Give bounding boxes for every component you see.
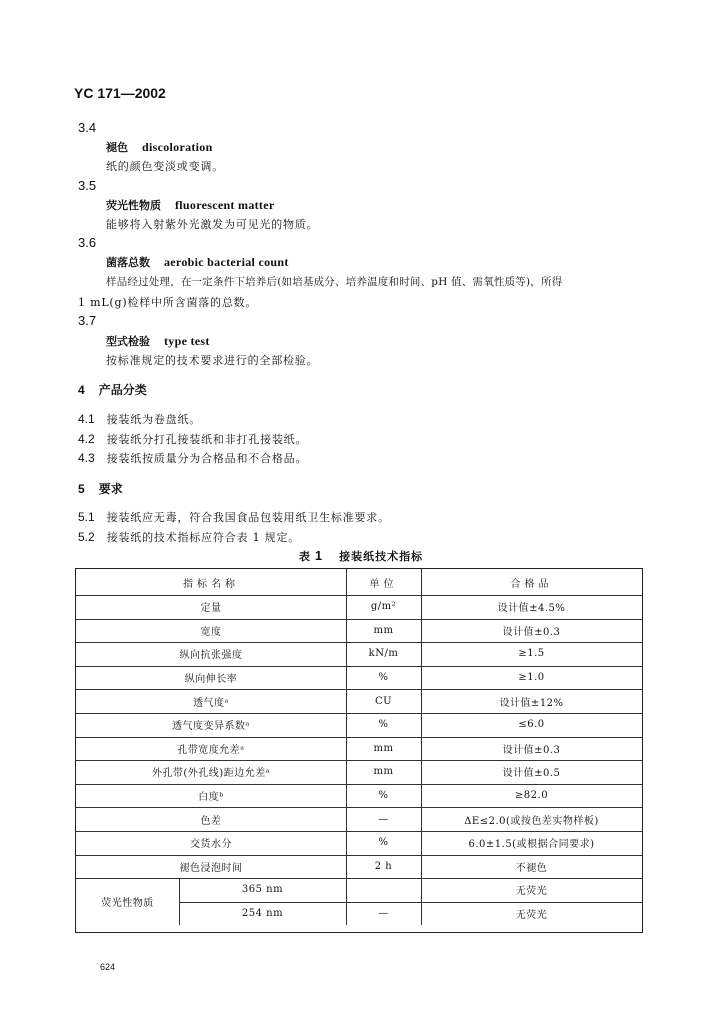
table-cell-name: 孔带宽度允差ᵃ [177,744,245,756]
table-cell-unit: 2 h [374,860,393,872]
table-cell-unit: % [378,790,389,802]
table-cell-unit: % [378,672,389,684]
table-cell-value: ≥82.0 [514,790,549,802]
clause-number: 3.4 [78,120,97,135]
table-cell-unit: % [378,837,389,849]
term-cn: 菌落总数 [106,256,150,269]
table-rule [179,878,180,925]
table-cell-value: 设计值±0.5 [502,768,561,780]
clause-number: 4.1 [78,412,95,426]
term-en: fluorescent matter [175,198,275,212]
table-cell-value: 设计值±12% [499,697,564,709]
table-rule [421,569,422,925]
term-en: discoloration [142,140,213,154]
table-cell-unit: kN/m [368,648,399,660]
table-cell-value: 无荧光 [515,910,548,922]
clause-item [78,529,300,545]
table-cell-name: 荧光性物质 [101,898,154,910]
term-title [106,333,210,349]
term-definition-cont: 1 mL(g)检样中所含菌落的总数。 [78,296,258,309]
clause-item [78,431,307,447]
section-heading [78,480,123,497]
term-cn: 型式检验 [106,335,150,348]
table-cell-unit: % [378,719,389,731]
term-definition: 按标准规定的技术要求进行的全部检验。 [106,354,319,367]
table-cell-name: 纵向抗张强度 [179,650,243,662]
table-caption-title: 接装纸技术指标 [339,550,424,563]
section-number: 5 [78,482,85,496]
table-cell-value: ≥1.5 [518,648,545,660]
table-cell-name: 白度ᵇ [198,792,224,804]
clause-item [78,411,201,427]
table-cell-unit: mm [373,766,394,778]
table-caption-prefix: 表 [298,550,311,563]
table-cell-name: 定量 [200,603,222,615]
table-cell-name: 褪色浸泡时间 [179,862,243,874]
table-cell-value: 不褪色 [515,862,548,874]
term-title [106,254,289,270]
table-cell-name: 宽度 [200,626,222,638]
section-title: 要求 [98,482,123,496]
clause-text: 接装纸为卷盘纸。 [106,413,202,426]
table-cell-name: 纵向伸长率 [184,674,238,686]
term-definition: 样品经过处理，在一定条件下培养后(如培基成分、培养温度和时间、pH 值、需氧性质等)，所得 [106,276,563,288]
table-cell-unit: mm [373,742,394,754]
clause-item [78,450,307,466]
table-cell-name: 外孔带(外孔线)距边允差ᵃ [151,768,271,780]
section-number: 4 [78,383,85,397]
clause-number: 5.2 [78,530,95,544]
table-cell-name: 透气度ᵃ [193,697,229,709]
table-cell-value: 无荧光 [515,886,548,898]
table-cell-unit: CU [374,695,393,707]
table-caption [0,548,722,564]
clause-number: 4.3 [78,451,95,465]
page-number: 624 [100,962,116,972]
table-cell-unit [346,878,421,902]
clause-number: 4.2 [78,432,95,446]
header-indicator-name: 指标名称 [183,578,239,590]
clause-number: 5.1 [78,510,95,524]
term-title [106,139,213,155]
table-cell-value: 设计值±4.5% [497,603,566,615]
table-cell-wavelength: 254 nm [241,908,284,920]
table-cell-wavelength: 365 nm [241,884,284,896]
table-cell-value: 设计值±0.3 [502,744,561,756]
term-title [106,197,274,213]
term-en: type test [164,334,210,348]
table-cell-name: 透气度变异系数ᵃ [172,721,250,733]
table-cell-unit: — [378,813,389,825]
clause-text: 接装纸按质量分为合格品和不合格品。 [106,452,308,465]
term-definition: 纸的颜色变淡或变调。 [106,160,224,173]
table-cell-unit: mm [373,624,394,636]
term-cn: 褪色 [106,141,128,154]
clause-number: 3.5 [78,178,97,193]
clause-text: 接装纸的技术指标应符合表 1 规定。 [106,531,301,544]
standard-number: YC 171—2002 [74,85,166,101]
table-cell-value: ≥1.0 [518,672,545,684]
clause-text: 接装纸分打孔接装纸和非打孔接装纸。 [106,433,308,446]
clause-number: 3.6 [78,235,97,250]
table-rule [346,569,347,925]
table-caption-number: 1 [314,548,324,563]
header-qualified: 合格品 [510,578,553,590]
spec-table [75,568,643,933]
term-cn: 荧光性物质 [106,199,161,212]
clause-number: 3.7 [78,313,97,328]
section-heading [78,381,147,398]
table-cell-value: 6.0±1.5(或根据合同要求) [468,839,595,851]
clause-text: 接装纸应无毒，符合我国食品包装用纸卫生标准要求。 [106,511,390,524]
table-cell-name: 色差 [200,815,222,827]
table-cell-value: ΔE≤2.0(或按色差实物样板) [464,815,599,827]
table-cell-name: 交货水分 [190,839,232,851]
table-cell-unit: — [378,908,389,920]
clause-item [78,509,390,525]
table-rule [179,902,642,903]
term-en: aerobic bacterial count [164,255,289,269]
table-cell-unit: g/m² [370,601,397,613]
term-definition: 能够将入射紫外光激发为可见光的物质。 [106,218,319,231]
table-cell-value: 设计值±0.3 [502,626,561,638]
header-unit: 单位 [369,578,398,590]
section-title: 产品分类 [98,383,147,397]
table-cell-value: ≤6.0 [518,719,545,731]
